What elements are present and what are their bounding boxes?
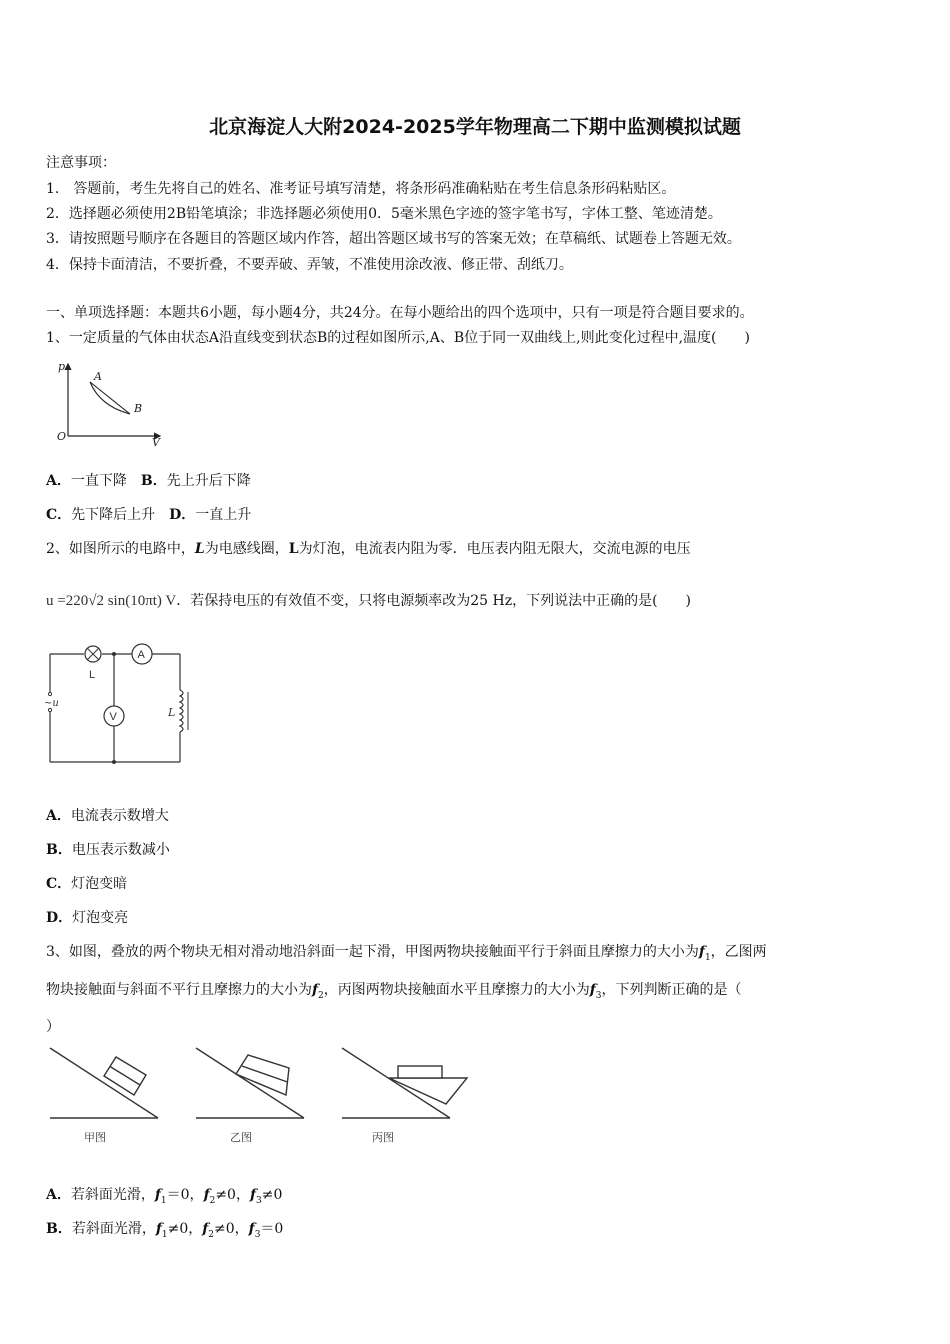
q1-option-d-label: D． (169, 507, 196, 523)
q3-b-f2-sub: 2 (208, 1229, 215, 1240)
q3-option-b-row (46, 1218, 283, 1240)
q3-line2b: ，丙图两物块接触面水平且摩擦力的大小为 (323, 982, 590, 998)
p-label: p (58, 360, 66, 373)
q1-option-b-label: B． (140, 473, 167, 489)
q1-pv-graph (52, 358, 172, 448)
q3-line1a: 3、如图，叠放的两个物块无相对滑动地沿斜面一起下滑，甲图两物块接触面平行于斜面且摩擦力的大小为 (46, 944, 699, 960)
q3-option-a-row (46, 1184, 282, 1206)
q1-option-b: 先上升后下降 (166, 473, 251, 489)
q3-a-v2: ≠0， (215, 1187, 250, 1203)
point-b-label: B (134, 402, 143, 415)
notice-item: 2．选择题必须使用2B铅笔填涂；非选择题必须使用0．5毫米黑色字迹的签字笔书写，字体工整、笔迹清楚。 (46, 206, 722, 222)
ammeter-label: A (137, 649, 145, 661)
inductor-icon (167, 690, 188, 732)
q3-b-f1-sub: 1 (161, 1229, 168, 1240)
q3-b-f2: f (202, 1221, 209, 1237)
q3-option-b-pre: 若斜面光滑， (71, 1221, 156, 1237)
q3-line2a: 物块接触面与斜面不平行且摩擦力的大小为 (46, 982, 312, 998)
notice-item: 1. 答题前，考生先将自己的姓名、准考证号填写清楚，将条形码准确粘贴在考生信息条形码粘贴区。 (46, 181, 676, 197)
source-label: ~u (44, 698, 59, 709)
q3-f3-sub: 3 (595, 990, 602, 1001)
q3-a-f3: f (249, 1187, 256, 1203)
q3-b-f3-sub: 3 (254, 1229, 261, 1240)
q2-option-a: 电流表示数增大 (70, 808, 169, 824)
notice-item: 4．保持卡面清洁，不要折叠，不要弄破、弄皱，不准使用涂改液、修正带、刮纸刀。 (46, 257, 573, 273)
q3-a-f2: f (203, 1187, 210, 1203)
q2-formula: u =220√2 sin(10πt) V (46, 593, 177, 609)
q2-option-a-label: A． (46, 808, 71, 824)
q3-option-a-pre: 若斜面光滑， (70, 1187, 155, 1203)
figure-yi (196, 1048, 304, 1118)
lamp-icon (85, 646, 101, 662)
q3-f2-sub: 2 (318, 990, 324, 1001)
q3-stem-line3: ） (46, 1019, 60, 1035)
q1-option-c-label: C． (46, 507, 72, 523)
q2-stem2: ．若保持电压的有效值不变，只将电源频率改为25 Hz，下列说法中正确的是( ) (176, 593, 692, 609)
q2-option-b: 电压表示数减小 (71, 842, 170, 858)
q3-a-v3: ≠0 (261, 1187, 283, 1203)
section-heading: 一、单项选择题：本题共6小题，每小题4分，共24分。在每小题给出的四个选项中，只有一项是符合题目要求的。 (46, 305, 754, 321)
origin-label: O (57, 430, 67, 443)
ammeter-icon (132, 644, 152, 664)
q2-option-c-row (46, 873, 127, 893)
q1-option-a: 一直下降 (70, 473, 127, 489)
q3-stem-line1 (46, 941, 767, 963)
q2-option-d-label: D． (46, 910, 73, 926)
q3-a-f2-sub: 2 (209, 1195, 216, 1206)
q3-line2c: ，下列判断正确的是（ (601, 982, 742, 998)
q3-b-v1: ≠0， (167, 1221, 203, 1237)
q3-line1b: ，乙图两 (710, 944, 767, 960)
q2-option-c-label: C． (46, 876, 72, 892)
q3-b-v3: ＝0 (260, 1221, 284, 1237)
voltmeter-label: V (109, 711, 117, 723)
q1-option-a-label: A． (46, 473, 71, 489)
q1-options-row2 (46, 504, 251, 524)
q3-option-b-label: B． (46, 1221, 72, 1237)
q3-f1-sub: 1 (704, 952, 711, 963)
voltmeter-icon (104, 706, 124, 726)
q3-f3: f (589, 982, 596, 998)
q3-f1: f (698, 944, 705, 960)
q2-stem-mid: 为电感线圈， (204, 541, 289, 557)
q3-b-v2: ≠0， (214, 1221, 249, 1237)
q3-f2: f (312, 982, 319, 998)
q2-option-c: 灯泡变暗 (71, 876, 128, 892)
figure-bing-label: 丙图 (372, 1131, 394, 1144)
q2-option-b-row (46, 839, 170, 859)
q1-option-c: 先下降后上升 (71, 507, 156, 523)
q2-option-a-row (46, 805, 169, 825)
q3-a-f1-sub: 1 (160, 1195, 167, 1206)
figure-jia-label: 甲图 (84, 1131, 106, 1144)
q1-options-row1 (46, 470, 251, 490)
q3-incline-figures (46, 1044, 476, 1148)
figure-bing (342, 1048, 467, 1118)
q3-b-f1: f (155, 1221, 162, 1237)
ab-line (90, 382, 130, 414)
notice-heading: 注意事项： (46, 155, 116, 171)
lamp-label: L (89, 669, 96, 681)
q2-circuit-diagram (44, 640, 194, 772)
q3-stem-line2 (46, 979, 742, 1001)
q2-lamp-symbol: L (288, 541, 299, 557)
q2-option-b-label: B． (46, 842, 72, 858)
figure-jia (50, 1048, 158, 1118)
q1-option-d: 一直上升 (195, 507, 252, 523)
q2-option-d: 灯泡变亮 (72, 910, 129, 926)
q3-a-f1: f (154, 1187, 161, 1203)
notice-item: 3．请按照题号顺序在各题目的答题区域内作答，超出答题区域书写的答案无效；在草稿纸、试题卷上答题无效。 (46, 231, 741, 247)
q2-stem-rest: 为灯泡，电流表内阻为零．电压表内阻无限大，交流电源的电压 (298, 541, 691, 557)
q3-a-v1: ＝0， (166, 1187, 204, 1203)
v-label: V (152, 436, 160, 449)
q3-option-a-label: A． (46, 1187, 71, 1203)
figure-yi-label: 乙图 (230, 1131, 252, 1144)
q3-b-f3: f (248, 1221, 255, 1237)
q1-stem: 1、一定质量的气体由状态A沿直线变到状态B的过程如图所示,A、B位于同一双曲线上,则此变化过程中,温度( ) (46, 330, 750, 346)
point-a-label: A (94, 370, 102, 383)
q3-a-f3-sub: 3 (256, 1195, 262, 1206)
q2-option-d-row (46, 907, 128, 927)
ac-source-icon (44, 692, 59, 711)
inductor-label: L (168, 706, 176, 719)
q2-formula-line (46, 590, 691, 610)
page-title: 北京海淀人大附2024-2025学年物理高二下期中监测模拟试题 (209, 116, 741, 138)
q2-inductor-symbol: L (194, 541, 205, 557)
q2-stem (46, 538, 691, 558)
q2-stem-prefix: 2、如图所示的电路中， (46, 541, 195, 557)
